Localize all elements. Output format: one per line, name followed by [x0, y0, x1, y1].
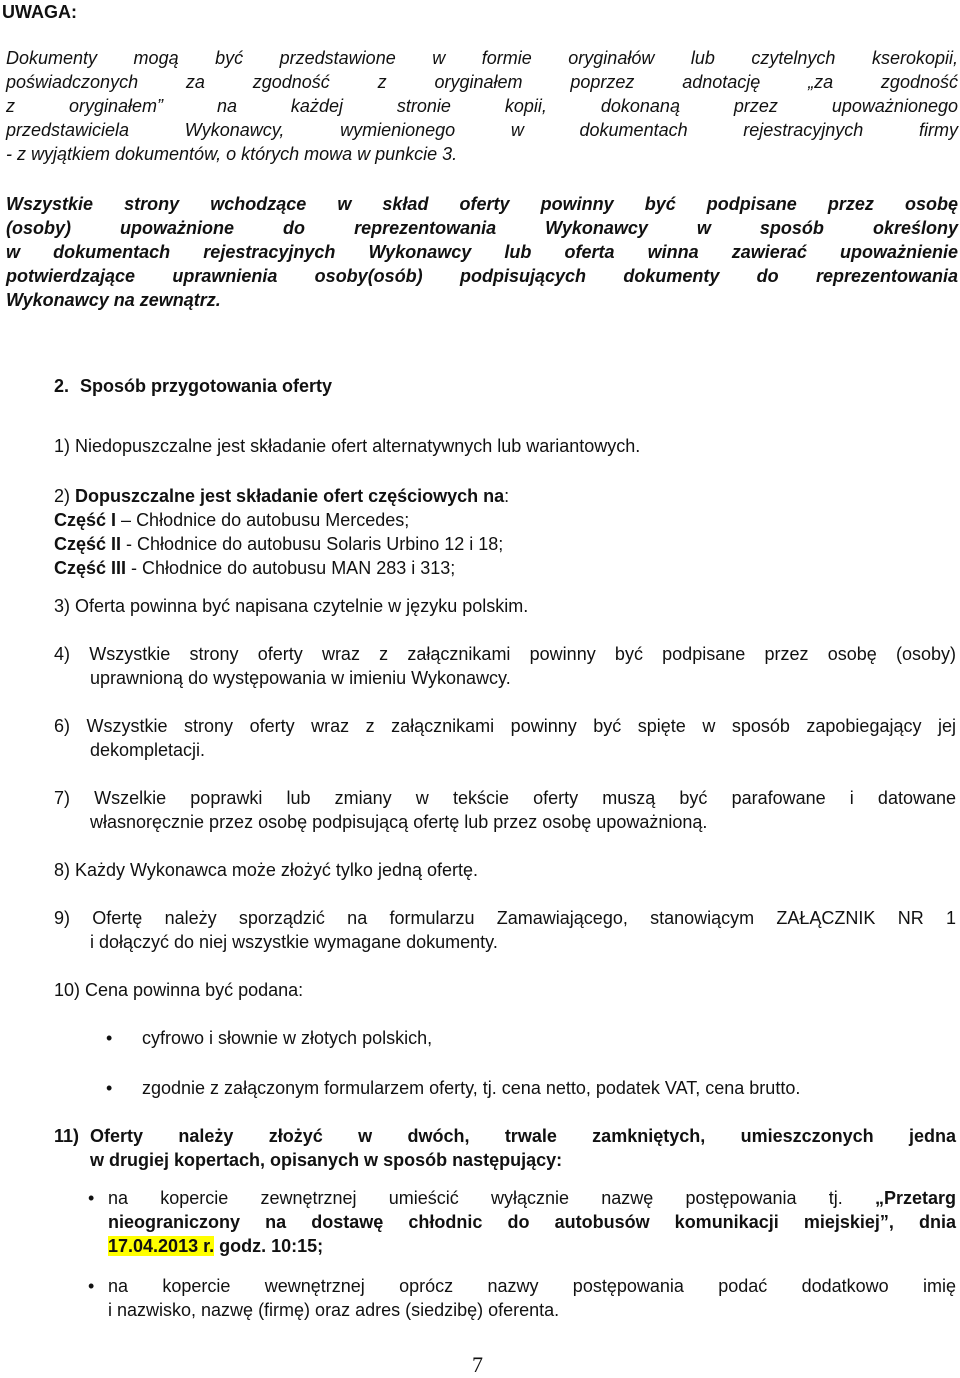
part-label: Część III: [54, 558, 127, 578]
page-number: 7: [472, 1352, 483, 1377]
text-line: uprawnioną do występowania w imieniu Wykonawcy.: [90, 668, 511, 688]
item-10: 10) Cena powinna być podana:: [54, 980, 304, 1000]
item-11: [90, 1124, 956, 1172]
bullet-icon: •: [88, 1188, 95, 1208]
text-line: 7) Wszelkie poprawki lub zmiany w tekście oferty muszą być parafowane i datowane: [54, 788, 956, 808]
text-line: Oferty należy złożyć w dwóch, trwale zamkniętych, umieszczonych jedna: [90, 1126, 956, 1146]
warning-title: UWAGA:: [2, 2, 77, 22]
text-line: [108, 1234, 956, 1258]
item-7: [54, 786, 956, 834]
text-line: 4) Wszystkie strony oferty wraz z załącznikami powinny być podpisane przez osobę (osoby): [54, 644, 956, 664]
text-line: 9) Ofertę należy sporządzić na formularzu Zamawiającego, stanowiącym ZAŁĄCZNIK NR 1: [54, 908, 956, 928]
text-line: potwierdzające uprawnienia osoby(osób) podpisujących dokumenty do reprezentowania: [6, 266, 958, 286]
part-separator: –: [116, 510, 137, 530]
text-line: 6) Wszystkie strony oferty wraz z załącznikami powinny być spięte w sposób zapobiegający jej: [54, 716, 956, 736]
text-line: Wszystkie strony wchodzące w skład oferty powinny być podpisane przez osobę: [6, 194, 958, 214]
text-line: własnoręcznie przez osobę podpisującą ofertę lub przez osobę upoważnioną.: [90, 812, 708, 832]
text-line: dekompletacji.: [90, 740, 206, 760]
envelope-outer-item: [108, 1186, 956, 1258]
text-line: w dokumentach rejestracyjnych Wykonawcy lub oferta winna zawierać upoważnienie: [6, 242, 958, 262]
part-label: Część I: [54, 510, 117, 530]
text-line: przedstawiciela Wykonawcy, wymienionego w dokumentach rejestracyjnych firmy: [6, 120, 958, 140]
text-line: na kopercie wewnętrznej oprócz nazwy postępowania podać dodatkowo imię: [108, 1276, 956, 1296]
warning-paragraph-1: [6, 46, 958, 166]
bullet-icon: •: [106, 1078, 113, 1098]
item-9: [54, 906, 956, 954]
text-line: Wykonawcy na zewnątrz.: [6, 290, 221, 310]
item-3: 3) Oferta powinna być napisana czytelnie w języku polskim.: [54, 596, 529, 616]
text-line: (osoby) upoważnione do reprezentowania Wykonawcy w sposób określony: [6, 218, 958, 238]
text-line: [108, 1186, 956, 1210]
item-6: [54, 714, 956, 762]
text-line: z oryginałem” na każdej stronie kopii, dokonaną przez upoważnionego: [6, 96, 958, 116]
part-item: [54, 556, 503, 580]
section-number: 2.: [54, 376, 70, 396]
list-item: cyfrowo i słownie w złotych polskich,: [142, 1028, 433, 1048]
text-line: - z wyjątkiem dokumentów, o których mowa w punkcie 3.: [6, 144, 458, 164]
section-heading: [54, 374, 332, 398]
part-label: Część II: [54, 534, 122, 554]
list-item: zgodnie z załączonym formularzem oferty, tj. cena netto, podatek VAT, cena brutto.: [142, 1078, 801, 1098]
part-separator: -: [121, 534, 138, 554]
text-line: poświadczonych za zgodność z oryginałem poprzez adnotację „za zgodność: [6, 72, 958, 92]
text-line: i dołączyć do niej wszystkie wymagane dokumenty.: [90, 932, 498, 952]
text-segment: godz. 10:15;: [214, 1236, 324, 1256]
part-separator: -: [126, 558, 143, 578]
text-line: i nazwisko, nazwę (firmę) oraz adres (siedzibę) oferenta.: [108, 1300, 560, 1320]
item-4: [54, 642, 956, 690]
text-segment: na kopercie zewnętrznej umieścić wyłącznie nazwę postępowania tj.: [108, 1188, 875, 1208]
part-item: [54, 532, 503, 556]
text-line: Dokumenty mogą być przedstawione w formie oryginałów lub czytelnych kserokopii,: [6, 48, 958, 68]
part-text: Chłodnice do autobusu Mercedes;: [136, 510, 410, 530]
text-line: w drugiej kopertach, opisanych w sposób następujący:: [90, 1150, 563, 1170]
warning-paragraph-2: [6, 192, 958, 312]
item-2: [54, 484, 509, 508]
part-text: Chłodnice do autobusu MAN 283 i 313;: [142, 558, 456, 578]
item-8: 8) Każdy Wykonawca może złożyć tylko jedną ofertę.: [54, 860, 479, 880]
part-text: Chłodnice do autobusu Solaris Urbino 12 i 18;: [137, 534, 504, 554]
highlighted-date: 17.04.2013 r.: [108, 1236, 215, 1256]
bullet-icon: •: [88, 1276, 95, 1296]
item-2-colon: :: [504, 486, 510, 506]
text-segment: „Przetarg: [874, 1188, 956, 1208]
section-title: Sposób przygotowania oferty: [80, 376, 333, 396]
item-2-bold: Dopuszczalne jest składanie ofert częściowych na: [75, 486, 505, 506]
item-1: 1) Niedopuszczalne jest składanie ofert alternatywnych lub wariantowych.: [54, 436, 641, 456]
item-2-prefix: 2): [54, 486, 76, 506]
bullet-icon: •: [106, 1028, 113, 1048]
part-item: [54, 508, 503, 532]
text-line: nieograniczony na dostawę chłodnic do autobusów komunikacji miejskiej”, dnia: [108, 1212, 956, 1232]
envelope-inner-item: [108, 1274, 956, 1322]
item-11-number: 11): [54, 1126, 80, 1146]
part-list: [54, 508, 503, 580]
